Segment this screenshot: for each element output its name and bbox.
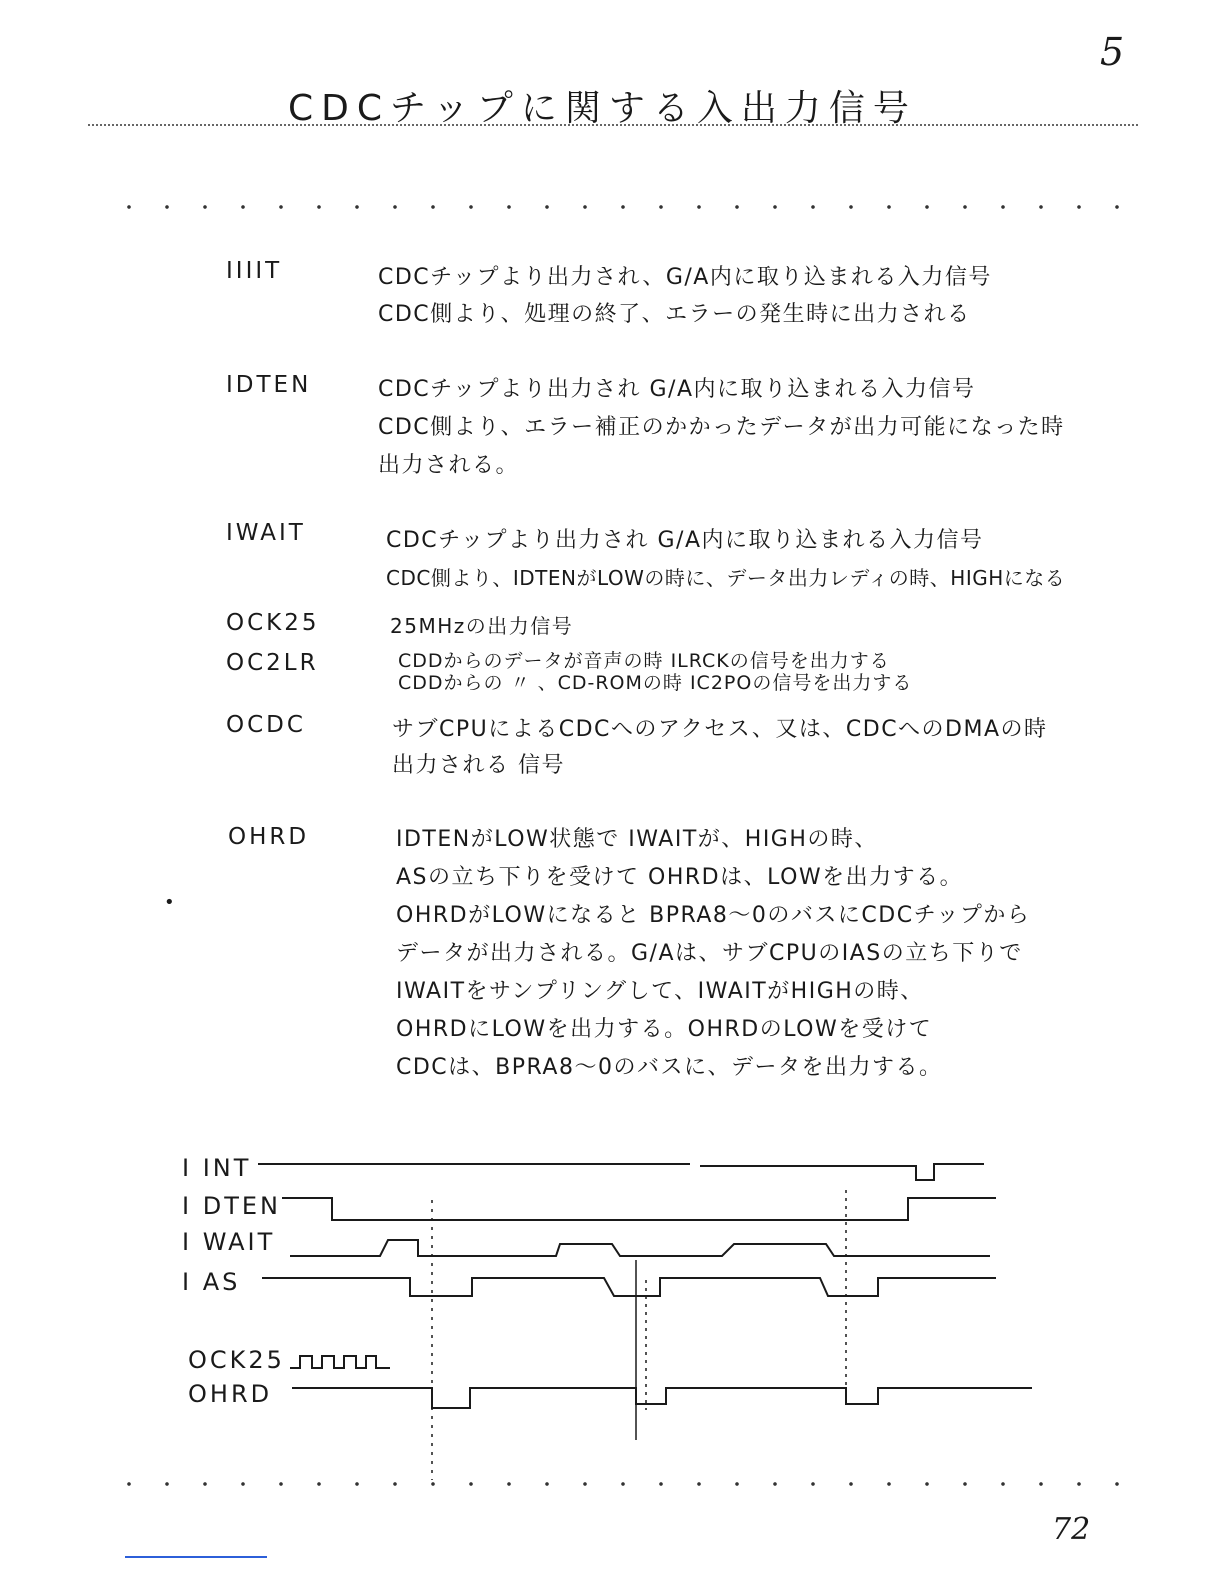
timing-label-ock25: OCK25 — [188, 1346, 285, 1374]
signal-description-line: CDC側より、IDTENがLOWの時に、データ出力レディの時、HIGHになる — [386, 566, 1066, 590]
signal-description-line: IDTENがLOW状態で IWAITが、HIGHの時、 — [396, 827, 878, 852]
signal-description-line: 25MHzの出力信号 — [390, 614, 574, 638]
signal-description-line: OHRDがLOWになると BPRA8〜0のバスにCDCチップから — [396, 903, 1031, 928]
signal-name: OC2LR — [226, 650, 319, 676]
signal-description-line: データが出力される。G/Aは、サブCPUのIASの立ち下りで — [396, 941, 1023, 966]
waveform-iwait — [290, 1240, 990, 1256]
top-dot-row — [110, 203, 1140, 211]
waveform-ohrd — [292, 1388, 1032, 1408]
timing-label-ias: I AS — [182, 1268, 241, 1296]
waveform-idten — [282, 1198, 996, 1220]
signal-description-line: OHRDにLOWを出力する。OHRDのLOWを受けて — [396, 1017, 933, 1042]
signal-description-line: CDC側より、処理の終了、エラーの発生時に出力される — [378, 302, 971, 327]
timing-labels — [182, 1154, 285, 1408]
signal-name: OCK25 — [226, 610, 320, 636]
signal-description-line: サブCPUによるCDCへのアクセス、又は、CDCへのDMAの時 — [392, 717, 1048, 742]
page-title: CDCチップに関する入出力信号 — [288, 88, 917, 129]
timing-label-idten: I DTEN — [182, 1192, 281, 1220]
waveform-iint — [258, 1164, 984, 1180]
signal-description-line: CDCチップより出力され G/A内に取り込まれる入力信号 — [378, 377, 976, 402]
signal-description-line: CDC側より、エラー補正のかかったデータが出力可能になった時 — [378, 415, 1065, 440]
signal-name: IDTEN — [226, 372, 312, 398]
signal-description-line: CDCは、BPRA8〜0のバスに、データを出力する。 — [396, 1055, 943, 1080]
signal-description-line: CDCチップより出力され G/A内に取り込まれる入力信号 — [386, 528, 984, 553]
waveform-ias — [262, 1278, 996, 1296]
signal-name: OHRD — [228, 824, 310, 850]
waveform-ock25 — [290, 1356, 390, 1368]
bottom-dot-row — [110, 1480, 1140, 1488]
timing-label-iint: I INT — [182, 1154, 252, 1182]
signal-description-line: CDDからのデータが音声の時 ILRCKの信号を出力する — [398, 650, 890, 672]
stray-dot: • — [164, 892, 175, 913]
signal-name: OCDC — [226, 712, 306, 738]
signal-description-line: ASの立ち下りを受けて OHRDは、LOWを出力する。 — [396, 865, 964, 890]
footer-number: 72 — [1052, 1512, 1091, 1547]
timing-label-ohrd: OHRD — [188, 1380, 273, 1408]
signal-name: IWAIT — [226, 520, 306, 546]
signal-description-line: 出力される。 — [378, 453, 520, 478]
page-number: 5 — [1100, 30, 1125, 74]
timing-label-iwait: I WAIT — [182, 1228, 276, 1256]
timing-diagram — [0, 1140, 1224, 1480]
signal-description-line: CDDからの 〃 、CD-ROMの時 IC2POの信号を出力する — [398, 672, 913, 694]
signal-name: IIIIT — [226, 258, 283, 284]
blue-underline — [125, 1556, 267, 1558]
signal-description-line: CDCチップより出力され、G/A内に取り込まれる入力信号 — [378, 265, 992, 290]
title-underline — [88, 124, 1138, 126]
signal-description-line: 出力される 信号 — [392, 753, 565, 778]
signal-description-line: IWAITをサンプリングして、IWAITがHIGHの時、 — [396, 979, 924, 1004]
